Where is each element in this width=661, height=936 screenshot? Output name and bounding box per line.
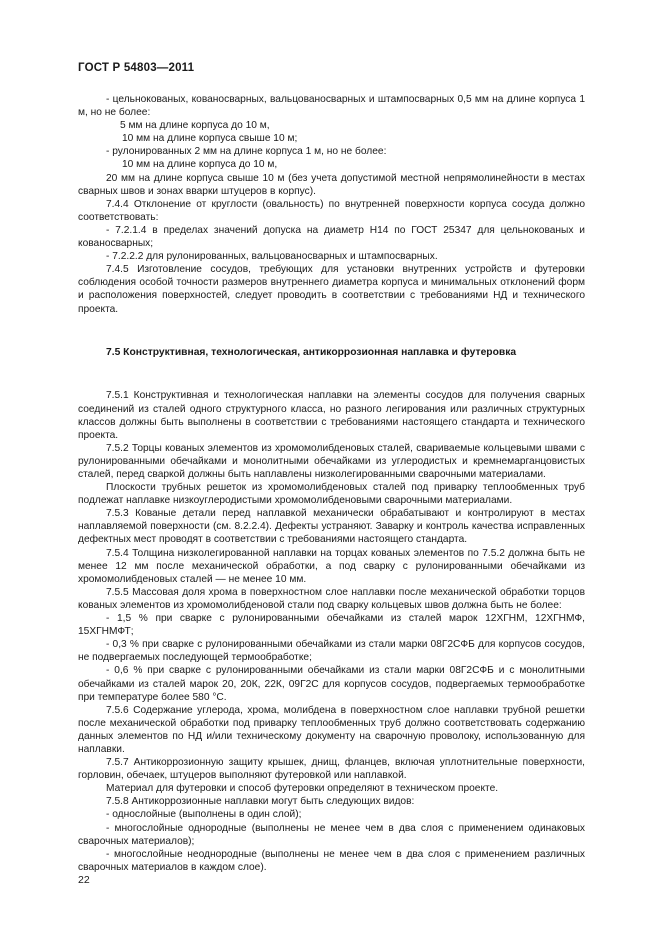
paragraph: 5 мм на длине корпуса до 10 м, [120,120,270,132]
paragraph: 7.5.6 Содержание углерода, хрома, молибдена в поверхностном слое наплавки трубной решетки после механической обработки под приварку теплообменных труб должно соответствовать содержанию данных элементов по НД и/или техническому документу на сварочную проволоку, использованную для наплавки. [78,704,585,755]
paragraph: - 7.2.2.2 для рулонированных, вальцованосварных и штампосварных. [106,251,438,263]
paragraph: 7.4.4 Отклонение от круглости (овальность) по внутренней поверхности корпуса сосуда должно соответствовать: [78,198,585,223]
paragraph: 7.5.8 Антикоррозионные наплавки могут быть следующих видов: [106,796,415,808]
paragraph: 10 мм на длине корпуса свыше 10 м; [122,133,298,145]
paragraph: 7.5.1 Конструктивная и технологическая наплавки на элементы сосудов для получения сварных соединений из сталей одного структурного класса, но разного легирования или различных структурных классов должны быть выполнены в соответствии с требованиями настоящего стандарта и технического проекта. [78,390,585,441]
section-heading: 7.5 Конструктивная, технологическая, антикоррозионная наплавка и футеровка [106,346,517,358]
paragraph: 10 мм на длине корпуса до 10 м, [122,159,278,171]
paragraph: 20 мм на длине корпуса свыше 10 м (без учета допустимой местной непрямолинейности в местах сварных швов и зонах вварки штуцеров в корпус). [78,172,585,197]
page-number: 22 [78,874,90,886]
paragraph: - многослойные однородные (выполнены не менее чем в два слоя с применением одинаковых сварочных материалов); [78,822,585,847]
standard-header: ГОСТ Р 54803—2011 [78,62,195,74]
paragraph: - цельнокованых, кованосварных, вальцованосварных и штампосварных 0,5 мм на длине корпуса 1 м, но не более: [78,94,585,119]
paragraph: 7.5.2 Торцы кованых элементов из хромомолибденовых сталей, свариваемые кольцевыми швами с рулонированными обечайками и монолитными обечайками из углеродистых и кремнемарганцовистых сталей, перед сваркой должны быть наплавлены низколегированными сварочными материалами. [78,442,585,480]
paragraph: - однослойные (выполнены в один слой); [106,809,302,821]
paragraph: - 7.2.1.4 в пределах значений допуска на диаметр H14 по ГОСТ 25347 для цельнокованых и кованосварных; [78,224,585,250]
paragraph: 7.5.4 Толщина низколегированной наплавки на торцах кованых элементов по 7.5.2 должна быть не менее 12 мм после механической обработки, а под сварку с рулонированными обечайками из хромомолибденовых сталей — не менее 10 мм. [78,547,585,585]
paragraph: - 0,3 % при сварке с рулонированными обечайками из стали марки 08Г2СФБ для корпусов сосудов, не подвергаемых последующей термообработке; [78,639,585,664]
paragraph: Материал для футеровки и способ футеровки определяют в техническом проекте. [106,783,499,795]
paragraph: 7.5.3 Кованые детали перед наплавкой механически обрабатывают и контролируют в местах наплавляемой поверхности (см. 8.2.2.4). Дефекты устраняют. Заварку и контроль качества исправленных дефектных мест проводят в соответствии с требованиями настоящего стандарта. [78,508,585,546]
spacer [78,369,585,379]
paragraph: - многослойные неоднородные (выполнены не менее чем в два слоя с применением различных сварочных материалов в каждом слое). [78,848,585,873]
paragraph: Плоскости трубных решеток из хромомолибденовых сталей под приварку теплообменных труб подлежат наплавке низкоуглеродистыми хромомолибденовыми сварочными материалами. [78,482,585,507]
document-body [78,93,585,874]
paragraph: - 1,5 % при сварке с рулонированными обечайками из сталей марок 12ХГНМ, 12ХГНМФ, 15ХГНМФТ; [78,613,585,638]
spacer [78,326,585,336]
paragraph: 7.5.5 Массовая доля хрома в поверхностном слое наплавки после механической обработки торцов кованых элементов из хромомолибденовой стали под сварку кольцевых швов должна быть не более: [78,586,585,611]
paragraph: - 0,6 % при сварке с рулонированными обечайками из стали марки 08Г2СФБ и с монолитными обечайками из сталей марок 20, 20К, 22К, 09Г2С для корпусов сосудов, подвергаемых термообработке при температуре более 580 °С. [78,665,585,703]
paragraph: 7.4.5 Изготовление сосудов, требующих для установки внутренних устройств и футеровки соблюдения особой точности размеров внутреннего диаметра корпуса и минимальных отклонений форм и расположения поверхностей, следует проводить в соответствии с требованиями НД и технического проекта. [78,264,585,315]
paragraph: - рулонированных 2 мм на длине корпуса 1 м, но не более: [106,146,387,158]
paragraph: 7.5.7 Антикоррозионную защиту крышек, днищ, фланцев, включая уплотнительные поверхности, горловин, обечаек, штуцеров выполняют футеровкой или наплавкой. [78,757,585,782]
